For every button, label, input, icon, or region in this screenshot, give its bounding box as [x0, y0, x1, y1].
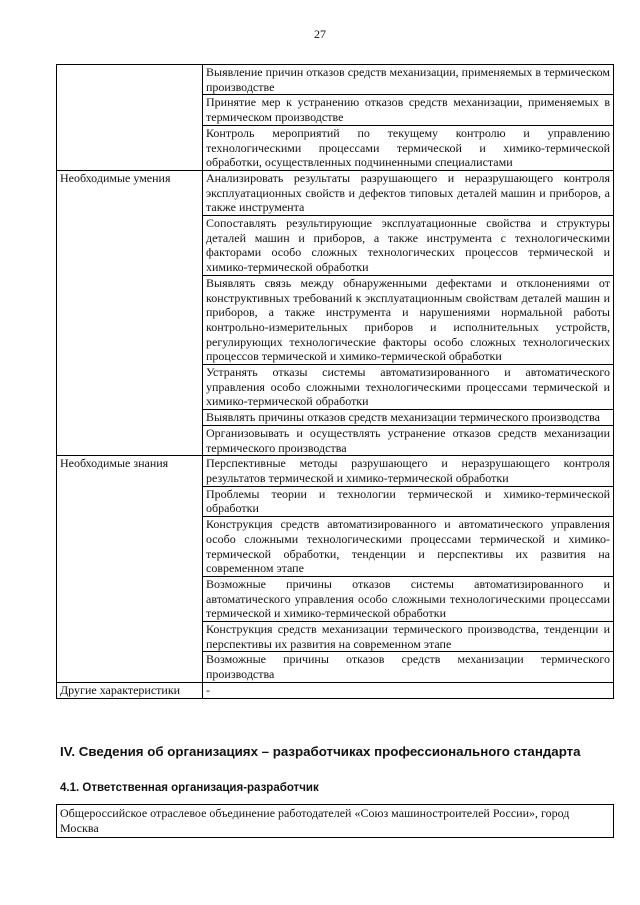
table-row [57, 456, 614, 486]
table-cell: Возможные причины отказов средств механизации термического производства [203, 652, 614, 682]
table-cell: Перспективные методы разрушающего и неразрушающего контроля результатов термической и химико-термической обработки [203, 456, 614, 486]
table-cell: Выявлять связь между обнаруженными дефектами и отклонениями от конструктивных требований к эксплуатационным свойствам деталей машин и приборов, а также инструмента и нарушениями нормальной работы контрольно-измерительных приборов и исполнительных устройств, регулирующих технологические факторы особо сложных технологических процессов термической и химико-термической обработки [203, 275, 614, 364]
table-cell: Контроль мероприятий по текущему контролю и управлению технологическими процессами термической и химико-термической обработки, осуществленных подчиненными специалистами [203, 125, 614, 170]
table-cell: Сопоставлять результирующие эксплуатационные свойства и структуры деталей машин и приборов, а также инструмента с технологическими факторами особо сложных технологических процессов термической и химико-термической обработки [203, 216, 614, 276]
page-number: 27 [314, 27, 326, 41]
row-label: Необходимые знания [57, 456, 203, 683]
table-cell: Принятие мер к устранению отказов средств механизации, применяемых в термическом производстве [203, 95, 614, 125]
row-label [57, 65, 203, 171]
row-label: Другие характеристики [57, 682, 203, 698]
table-cell: Конструкция средств автоматизированного и автоматического управления особо сложными технологическими процессами термической и химико-термической обработки, тенденции и перспективы их развития на современном этапе [203, 517, 614, 577]
table-row [57, 65, 614, 95]
table-cell: Выявление причин отказов средств механизации, применяемых в термическом производстве [203, 65, 614, 95]
row-label: Необходимые умения [57, 170, 203, 455]
table-row [57, 170, 614, 215]
table-cell: Устранять отказы системы автоматизированного и автоматического управления особо сложными технологическими процессами термической и химико-термической обработки [203, 365, 614, 410]
table-cell: Проблемы теории и технологии термической и химико-термической обработки [203, 486, 614, 516]
table-cell: - [203, 682, 614, 698]
subsection-heading: 4.1. Ответственная организация-разработчик [60, 782, 319, 794]
organization-box: Общероссийское отраслевое объединение работодателей «Союз машиностроителей России», город Москва [56, 804, 614, 838]
table-cell: Выявлять причины отказов средств механизации термического производства [203, 410, 614, 426]
table-row [57, 682, 614, 698]
table-cell: Конструкция средств механизации термического производства, тенденции и перспективы их развития на современном этапе [203, 622, 614, 652]
section-heading: IV. Сведения об организациях – разработчиках профессионального стандарта [60, 744, 581, 759]
competency-table [56, 64, 614, 699]
table-cell: Анализировать результаты разрушающего и неразрушающего контроля эксплуатационных свойств и дефектов типовых деталей машин и приборов, а также инструмента [203, 170, 614, 215]
table-cell: Возможные причины отказов системы автоматизированного и автоматического управления особо сложными технологическими процессами термической и химико-термической обработки [203, 576, 614, 621]
table-cell: Организовывать и осуществлять устранение отказов средств механизации термического производства [203, 425, 614, 455]
